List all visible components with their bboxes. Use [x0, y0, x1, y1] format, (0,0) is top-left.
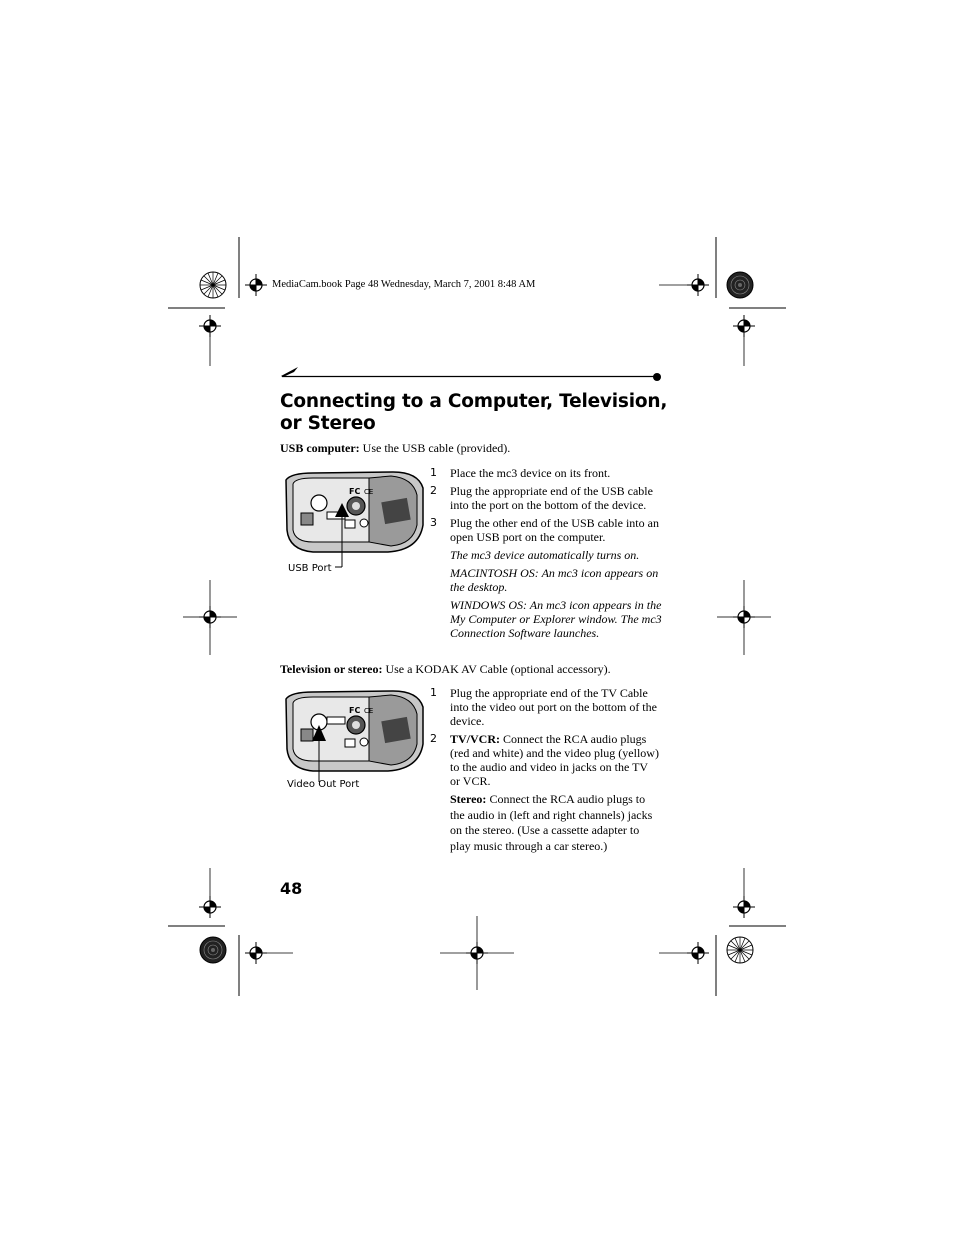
tv-vcr-label: TV/VCR:	[450, 732, 500, 746]
svg-text:FC: FC	[349, 487, 361, 496]
usb-intro	[280, 441, 510, 456]
svg-text:CE: CE	[364, 707, 374, 715]
stereo-text: Connect the RCA audio plugs to the audio in (left and right channels) jacks on the stereo. (Use a cassette adapter to play music through a car stereo.)	[450, 792, 653, 853]
usb-note-auto-on: The mc3 device automatically turns on.	[450, 548, 640, 562]
usb-intro-text: Use the USB cable (provided).	[359, 441, 511, 455]
step-number: 2	[430, 484, 437, 497]
usb-step-3	[430, 516, 660, 546]
tv-intro-label: Television or stereo:	[280, 662, 383, 676]
tv-intro-text: Use a KODAK AV Cable (optional accessory).	[382, 662, 611, 676]
step-number: 3	[430, 516, 437, 529]
step-number: 1	[430, 466, 437, 479]
section-rule	[280, 364, 665, 380]
tv-step-2	[430, 732, 660, 790]
stereo-label: Stereo:	[450, 792, 487, 806]
page-title: Connecting to a Computer, Television, or Stereo	[280, 391, 668, 434]
step-text: Plug the appropriate end of the TV Cable into the video out port on the bottom of the device.	[450, 686, 657, 728]
step-text: Connect the RCA audio plugs (red and white) and the video plug (yellow) to the audio and video in jacks on the TV or VCR.	[450, 732, 659, 788]
stereo-instructions	[450, 792, 660, 854]
step-text: Plug the other end of the USB cable into an open USB port on the computer.	[450, 516, 659, 544]
tv-intro	[280, 662, 611, 677]
video-out-port-caption: Video Out Port	[287, 779, 360, 790]
camera-bottom-illustration-video	[283, 689, 425, 774]
camera-bottom-illustration-usb	[283, 470, 425, 555]
step-number: 2	[430, 732, 437, 745]
tv-step-1	[430, 686, 660, 730]
usb-step-1	[430, 466, 660, 482]
step-number: 1	[430, 686, 437, 699]
usb-port-caption: USB Port	[288, 563, 332, 574]
book-info-header: MediaCam.book Page 48 Wednesday, March 7, 2001 8:48 AM	[272, 279, 536, 290]
page-number: 48	[280, 879, 303, 898]
usb-note-windows: WINDOWS OS: An mc3 icon appears in the My Computer or Explorer window. The mc3 Connection Software launches.	[450, 598, 662, 640]
usb-step-2	[430, 484, 660, 514]
svg-text:CE: CE	[364, 488, 374, 496]
usb-note-macintosh: MACINTOSH OS: An mc3 icon appears on the desktop.	[450, 566, 659, 594]
step-text: Plug the appropriate end of the USB cable into the port on the bottom of the device.	[450, 484, 653, 512]
svg-text:FC: FC	[349, 706, 361, 715]
step-text: Place the mc3 device on its front.	[450, 466, 611, 480]
usb-intro-label: USB computer:	[280, 441, 360, 455]
